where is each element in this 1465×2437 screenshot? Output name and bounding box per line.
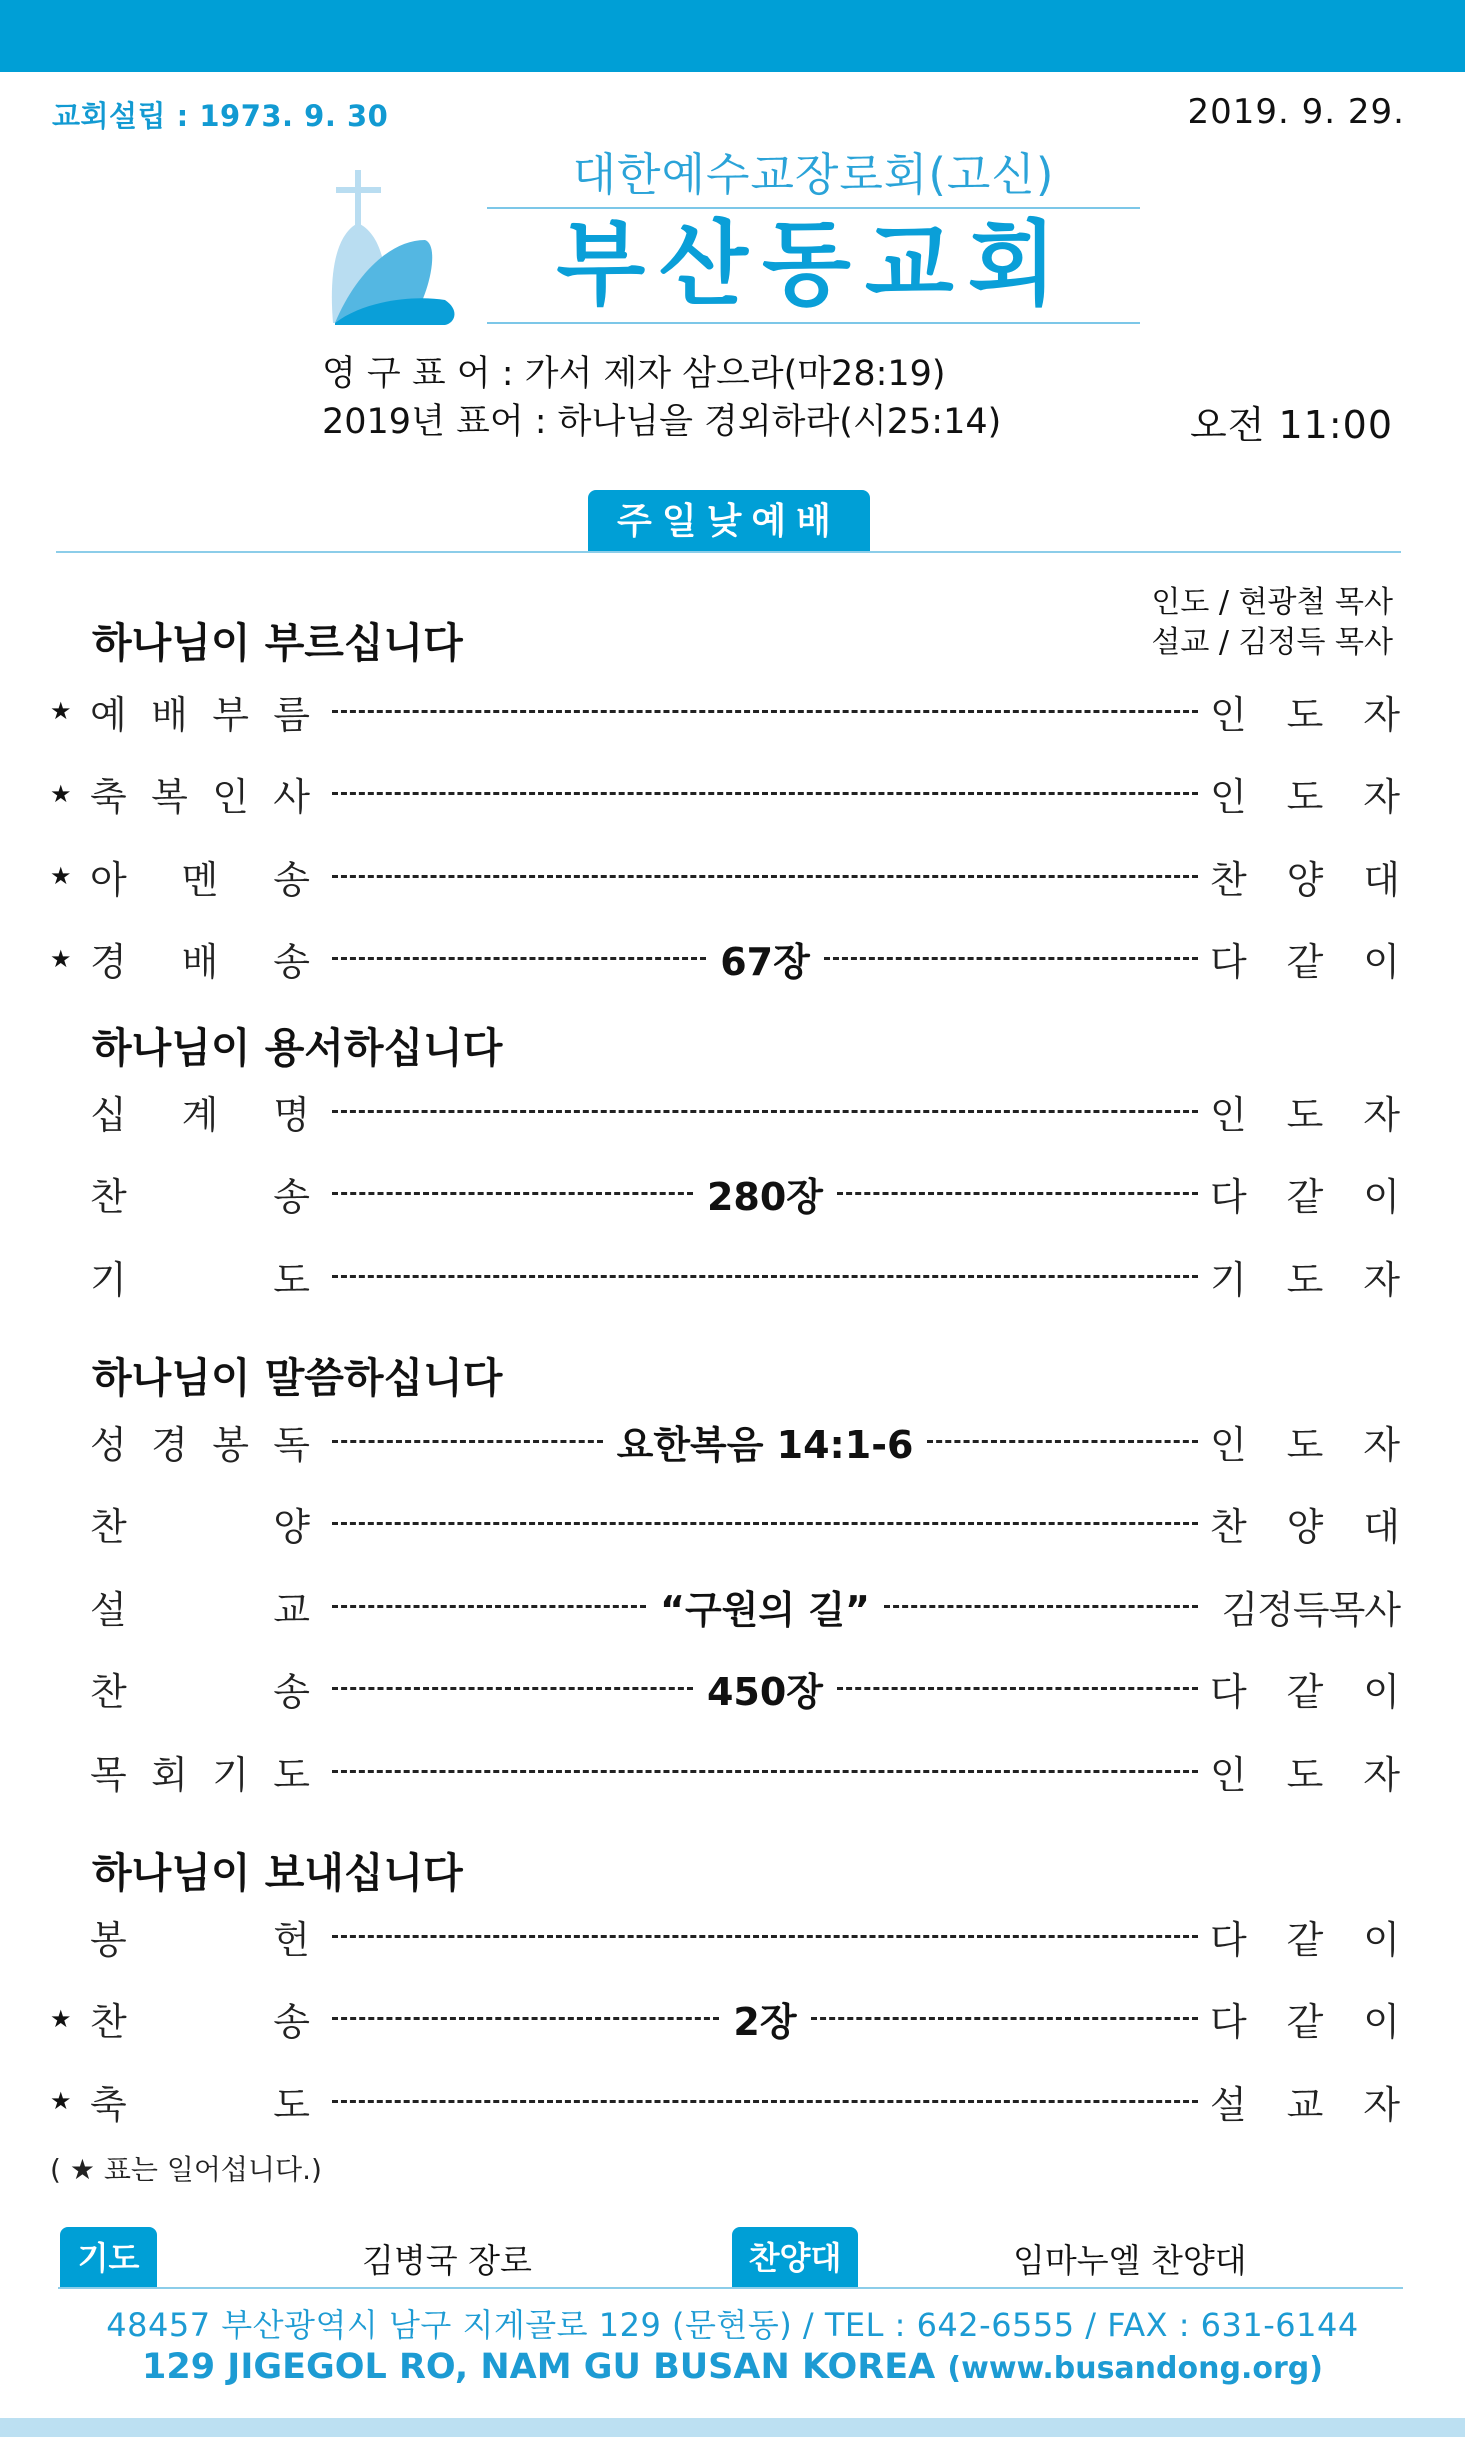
item-person-char: 인 (1210, 1092, 1247, 1137)
item-label-char: 양 (273, 1505, 310, 1549)
stand-star-icon: ★ (50, 862, 72, 890)
service-time: 오전 11:00 (1189, 403, 1393, 447)
worship-item (50, 1993, 1400, 2045)
address-korean: 48457 부산광역시 남구 지게골로 129 (문현동) / TEL : 642-6555 / FAX : 631-6144 (106, 2306, 1359, 2344)
dotted-leader (332, 1991, 1198, 2046)
item-person-char: 자 (1363, 1257, 1400, 1302)
item-person-char: 이 (1363, 1175, 1400, 1219)
dashed-rule (837, 1192, 1198, 1195)
dashed-rule (332, 1770, 1198, 1773)
item-person-char: 김정득목사 (1221, 1587, 1400, 1632)
item-detail: 요한복음 14:1-6 (616, 1422, 914, 1467)
item-person-char: 이 (1363, 940, 1400, 984)
item-person-char: 대 (1363, 857, 1400, 902)
dashed-rule (332, 1192, 693, 1195)
item-person-char: 같 (1286, 2000, 1324, 2044)
item-label (90, 1249, 310, 1304)
item-label-char: 설 (90, 1587, 127, 1632)
founding-date: 교회설립 : 1973. 9. 30 (52, 99, 389, 133)
item-label-char: 송 (273, 857, 310, 902)
item-label-char: 찬 (90, 1670, 127, 1714)
item-person-char: 도 (1286, 1257, 1324, 1302)
dashed-rule (332, 792, 1198, 795)
item-label-char: 목 (90, 1752, 127, 1797)
item-label-char: 송 (273, 1670, 310, 1714)
item-label-char: 송 (273, 2000, 310, 2044)
worship-item (50, 2075, 1400, 2127)
item-label (90, 1496, 310, 1551)
dashed-rule (837, 1687, 1198, 1690)
item-person-char: 자 (1363, 1752, 1400, 1797)
item-label (90, 1166, 310, 1221)
section-title: 하나님이 용서하십니다 (92, 1024, 503, 1072)
choir-name: 임마누엘 찬양대 (1013, 2241, 1247, 2280)
item-label (90, 1991, 310, 2046)
stand-star-icon: ★ (50, 2087, 72, 2115)
worship-item (50, 933, 1400, 985)
item-label (90, 2074, 310, 2129)
item-label-char: 축 (90, 2082, 127, 2127)
item-person-char: 찬 (1210, 1505, 1247, 1549)
dashed-rule (332, 1605, 646, 1608)
item-label-char: 름 (273, 692, 310, 737)
item-person-char: 양 (1286, 1505, 1324, 1549)
dotted-leader (332, 2100, 1198, 2103)
dashed-rule (811, 2017, 1198, 2020)
item-person-char: 다 (1210, 1175, 1247, 1219)
item-person-char: 다 (1210, 940, 1247, 984)
item-detail: 67장 (720, 940, 810, 984)
item-label (90, 1744, 310, 1799)
worship-item (50, 1250, 1400, 1302)
permanent-motto: 영 구 표 어 : 가서 제자 삼으라(마28:19) (322, 354, 946, 394)
service-title: 주일낮예배 (588, 490, 870, 552)
item-person (1210, 1496, 1400, 1551)
item-label-char: 아 (90, 857, 127, 902)
item-label-char: 복 (151, 775, 188, 819)
dashed-rule (332, 1275, 1198, 1278)
dotted-leader (332, 1414, 1198, 1469)
item-person-char: 자 (1363, 692, 1400, 737)
item-person-char: 이 (1363, 1917, 1400, 1962)
item-label-char: 도 (273, 1257, 310, 1302)
section-title: 하나님이 부르십니다 (92, 619, 463, 667)
item-label (90, 849, 310, 904)
item-label-char: 송 (273, 1175, 310, 1219)
item-person (1210, 766, 1400, 821)
worship-item (50, 1415, 1400, 1467)
item-label-char: 찬 (90, 1505, 127, 1549)
worship-item (50, 1168, 1400, 1220)
item-label (90, 1084, 310, 1139)
stand-star-icon: ★ (50, 697, 72, 725)
dashed-rule (332, 957, 706, 960)
worship-item (50, 850, 1400, 902)
item-label-char: 기 (212, 1752, 249, 1797)
dotted-leader (332, 1522, 1198, 1525)
item-person (1210, 931, 1400, 986)
top-banner (0, 0, 1465, 72)
item-person-char: 양 (1286, 857, 1324, 902)
title-rule-top (487, 207, 1140, 209)
title-rule-bottom (487, 322, 1140, 324)
item-person-char: 자 (1363, 1422, 1400, 1467)
item-label-char: 도 (273, 2082, 310, 2127)
item-person (1210, 1991, 1400, 2046)
item-person-char: 도 (1286, 1092, 1324, 1137)
item-label-char: 봉 (212, 1422, 249, 1467)
section-title: 하나님이 말씀하십니다 (92, 1354, 503, 1402)
footer-rule (58, 2287, 1403, 2289)
stand-star-icon: ★ (50, 779, 72, 808)
item-person-char: 찬 (1210, 857, 1247, 902)
item-label-char: 찬 (90, 1175, 127, 1219)
service-leaders (1151, 583, 1393, 663)
item-person-char: 자 (1363, 1092, 1400, 1137)
dashed-rule (332, 1935, 1198, 1938)
item-person-char: 도 (1286, 775, 1324, 819)
dotted-leader (332, 875, 1198, 878)
item-detail: 450장 (706, 1670, 824, 1714)
worship-item (50, 1663, 1400, 1715)
item-person (1210, 2074, 1400, 2129)
address-english-text: 129 JIGEGOL RO, NAM GU BUSAN KOREA (142, 2347, 936, 2387)
item-person (1210, 1579, 1400, 1634)
item-label-char: 성 (90, 1422, 127, 1467)
item-label-char: 찬 (90, 2000, 127, 2044)
item-person-char: 같 (1286, 1917, 1324, 1962)
dashed-rule (332, 1440, 603, 1443)
worship-item (50, 1085, 1400, 1137)
item-label-char: 헌 (273, 1917, 310, 1962)
item-label-char: 멘 (181, 857, 219, 902)
item-person-char: 같 (1286, 1670, 1324, 1714)
item-label-char: 회 (151, 1752, 188, 1797)
item-label-char: 송 (273, 940, 310, 984)
item-label (90, 1909, 310, 1964)
item-person (1210, 1084, 1400, 1139)
dashed-rule (332, 2100, 1198, 2103)
stand-star-icon: ★ (50, 944, 72, 973)
bulletin-date: 2019. 9. 29. (1187, 92, 1405, 132)
item-label (90, 1661, 310, 1716)
dashed-rule (332, 710, 1198, 713)
item-person (1210, 684, 1400, 739)
item-person-char: 다 (1210, 1670, 1247, 1714)
item-person (1210, 1744, 1400, 1799)
item-label-char: 예 (90, 692, 127, 737)
item-detail: “구원의 길” (660, 1587, 871, 1632)
item-person-char: 교 (1286, 2082, 1324, 2127)
dashed-rule (927, 1440, 1198, 1443)
item-person-char: 다 (1210, 1917, 1247, 1962)
item-person-char: 인 (1210, 1752, 1247, 1797)
item-label-char: 기 (90, 1257, 127, 1302)
dashed-rule (332, 1110, 1198, 1113)
website-link[interactable]: (www.busandong.org) (947, 2351, 1323, 2386)
item-person-char: 인 (1210, 1422, 1247, 1467)
stand-star-icon: ★ (50, 2004, 72, 2033)
item-label (90, 766, 310, 821)
worship-item (50, 768, 1400, 820)
item-label-char: 축 (90, 775, 127, 819)
item-detail: 2장 (733, 2000, 797, 2044)
item-label-char: 봉 (90, 1917, 127, 1962)
leader-preacher: 설교 / 김정득 목사 (1151, 625, 1393, 660)
item-detail: 280장 (706, 1175, 824, 1219)
church-name: 부산동교회 (556, 211, 1071, 318)
choir-label: 찬양대 (732, 2227, 858, 2287)
leader-presider: 인도 / 현광철 목사 (1151, 585, 1393, 620)
item-person-char: 도 (1286, 692, 1324, 737)
worship-item (50, 1498, 1400, 1550)
item-person (1210, 1661, 1400, 1716)
item-label-char: 인 (212, 775, 249, 819)
dotted-leader (332, 1770, 1198, 1773)
item-label-char: 경 (151, 1422, 188, 1467)
item-person-char: 이 (1363, 2000, 1400, 2044)
dotted-leader (332, 1275, 1198, 1278)
item-label-char: 사 (273, 775, 310, 819)
item-person (1210, 1909, 1400, 1964)
item-label-char: 교 (273, 1587, 310, 1632)
dotted-leader (332, 1166, 1198, 1221)
dashed-rule (884, 1605, 1198, 1608)
item-person-char: 기 (1210, 1257, 1247, 1302)
item-label-char: 명 (273, 1092, 310, 1137)
dotted-leader (332, 1935, 1198, 1938)
dotted-leader (332, 1579, 1198, 1634)
item-person-char: 설 (1210, 2082, 1247, 2127)
dashed-rule (332, 1522, 1198, 1525)
item-label-char: 십 (90, 1092, 127, 1137)
item-person (1210, 1166, 1400, 1221)
item-person-char: 대 (1363, 1505, 1400, 1549)
item-person-char: 도 (1286, 1752, 1324, 1797)
item-label-char: 배 (181, 940, 219, 984)
item-person-char: 다 (1210, 2000, 1247, 2044)
dashed-rule (332, 1687, 693, 1690)
item-person (1210, 849, 1400, 904)
dotted-leader (332, 792, 1198, 795)
bottom-banner (0, 2418, 1465, 2437)
prayer-person: 김병국 장로 (362, 2241, 532, 2280)
worship-item (50, 1910, 1400, 1962)
item-person-char: 이 (1363, 1670, 1400, 1714)
dashed-rule (332, 875, 1198, 878)
prayer-label: 기도 (60, 2227, 157, 2287)
service-rule (56, 551, 1401, 553)
item-person-char: 같 (1286, 940, 1324, 984)
item-label (90, 684, 310, 739)
item-person-char: 인 (1210, 775, 1247, 819)
dashed-rule (824, 957, 1198, 960)
item-label-char: 부 (212, 692, 249, 737)
address-english (0, 2347, 1465, 2387)
section-title: 하나님이 보내십니다 (92, 1849, 463, 1897)
denomination: 대한예수교장로회(고신) (572, 148, 1055, 201)
item-label (90, 1579, 310, 1634)
item-label-char: 독 (273, 1422, 310, 1467)
item-label-char: 계 (181, 1092, 219, 1137)
worship-item (50, 685, 1400, 737)
worship-item (50, 1580, 1400, 1632)
year-motto: 2019년 표어 : 하나님을 경외하라(시25:14) (322, 402, 1002, 442)
church-logo-icon (315, 165, 455, 325)
worship-item (50, 1745, 1400, 1797)
item-label-char: 도 (273, 1752, 310, 1797)
item-label (90, 931, 310, 986)
item-label-char: 배 (151, 692, 188, 737)
standing-note: ( ★ 표는 일어섭니다.) (50, 2153, 322, 2186)
item-label (90, 1414, 310, 1469)
item-person-char: 자 (1363, 2082, 1400, 2127)
dotted-leader (332, 1110, 1198, 1113)
dashed-rule (332, 2017, 719, 2020)
item-person-char: 같 (1286, 1175, 1324, 1219)
item-person (1210, 1414, 1400, 1469)
dotted-leader (332, 710, 1198, 713)
item-person-char: 도 (1286, 1422, 1324, 1467)
dotted-leader (332, 931, 1198, 986)
dotted-leader (332, 1661, 1198, 1716)
item-person-char: 자 (1363, 775, 1400, 819)
item-person-char: 인 (1210, 692, 1247, 737)
item-person (1210, 1249, 1400, 1304)
item-label-char: 경 (90, 940, 127, 984)
